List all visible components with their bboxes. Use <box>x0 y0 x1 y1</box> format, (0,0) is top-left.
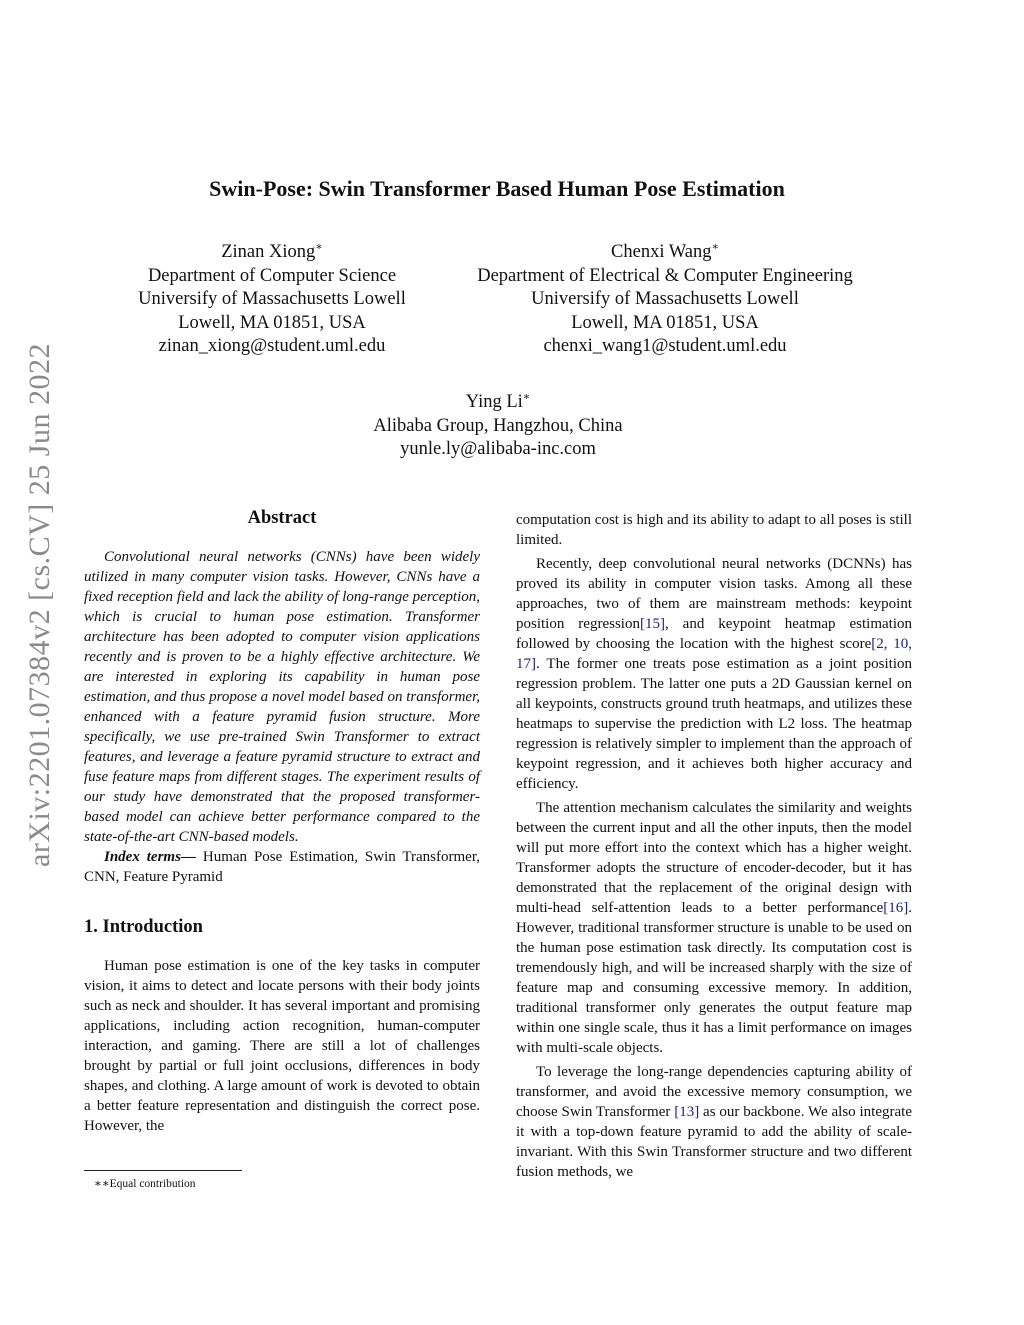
abstract-text: Convolutional neural networks (CNNs) have been widely utilized in many computer vision tasks. However, CNNs have a fixed reception field and lack the ability of long-range perception, which is crucial to human pose estimation. Transformer architecture has been adopted to computer vision applications recently and is proven to be a highly effective architecture. We are interested in exploring its capability in human pose estimation, and thus propose a novel model based on transformer, enhanced with a feature pyramid fusion structure. More specifically, we use pre-trained Swin Transformer to extract features, and leverage a feature pyramid structure to extract and fuse feature maps from different stages. The experiment results of our study have demonstrated that the proposed transformer-based model can achieve better performance compared to the state-of-the-art CNN-based models. <box>84 549 480 845</box>
author-block-1 <box>92 241 452 359</box>
abstract-heading: Abstract <box>247 508 317 528</box>
equal-contribution-mark: ∗ <box>315 240 323 253</box>
author-name: Chenxi Wang∗ <box>611 240 719 262</box>
paragraph-dcnn: Recently, deep convolutional neural networks (DCNNs) has proved its ability in computer vision tasks. Among all these approaches, two of them are mainstream methods: keypoint position regression[15], and keypoint heatmap estimation followed by choosing the location with the highest score[2, 10, 17]. The former one treats pose estimation as a joint position regression problem. The latter one puts a 2D Gaussian kernel on all keypoints, constructs ground truth heatmaps, and utilizes these heatmaps to supervise the prediction with L2 loss. The heatmap regression is relatively simpler to implement than the approach of keypoint regression, and it achieves both higher accuracy and efficiency. <box>516 556 912 792</box>
footnote-rule <box>84 1170 242 1171</box>
author-email[interactable]: zinan_xiong@student.uml.edu <box>158 336 386 356</box>
index-terms <box>84 847 480 887</box>
left-column <box>84 508 480 1136</box>
author-location: Lowell, MA 01851, USA <box>178 312 366 333</box>
author-univ: Universify of Massachusetts Lowell <box>138 289 406 309</box>
intro-heading: 1. Introduction <box>84 917 203 937</box>
author-univ: Universify of Massachusetts Lowell <box>531 289 799 309</box>
author-block-3 <box>300 391 696 462</box>
author-block-2 <box>450 241 880 359</box>
paragraph-attention: The attention mechanism calculates the similarity and weights between the current input and all the other inputs, then the model will put more effort into the context which has a higher weight. Transformer adopts the structure of encoder-decoder, but it has demonstrated that the replacement of the original design with multi-head self-attention leads to a better performance[16]. However, traditional transformer structure is unable to be used on the human pose estimation task directly. Its computation cost is tremendously high, and will be increased sharply with the size of feature map and consuming excessive memory. In addition, traditional transformer only generates the output feature map within one single scale, thus it has a limit performance on images with multi-scale objects. <box>516 800 912 1056</box>
citation-link[interactable]: [15] <box>639 616 665 632</box>
arxiv-stamp: arXiv:2201.07384v2 [cs.CV] 25 Jun 2022 <box>23 343 56 867</box>
paper-title: Swin-Pose: Swin Transformer Based Human Pose Estimation <box>209 176 785 201</box>
author-location: Lowell, MA 01851, USA <box>571 312 759 333</box>
citation-link[interactable]: [16] <box>883 900 909 916</box>
equal-contribution-mark: ∗ <box>522 390 531 403</box>
citation-link[interactable]: [13] <box>674 1104 700 1120</box>
right-column <box>516 510 912 1182</box>
index-terms-list: Human Pose Estimation, Swin Transformer, CNN, Feature Pyramid <box>84 849 480 885</box>
paragraph-swin: To leverage the long-range dependencies capturing ability of transformer, and avoid the excessive memory consumption, we choose Swin Transformer [13] as our backbone. We also integrate it with a top-down feature pyramid to add the ability of scale-invariant. With this Swin Transformer structure and two different fusion methods, we <box>516 1064 912 1180</box>
author-email[interactable]: chenxi_wang1@student.uml.edu <box>543 336 787 356</box>
index-terms-label: Index terms— <box>104 849 196 865</box>
author-dept: Alibaba Group, Hangzhou, China <box>373 415 623 436</box>
author-dept: Department of Electrical & Computer Engineering <box>477 265 853 286</box>
author-dept: Department of Computer Science <box>147 265 397 286</box>
footnote <box>84 1170 480 1191</box>
equal-contribution-mark: ∗ <box>711 240 719 253</box>
author-email[interactable]: yunle.ly@alibaba-inc.com <box>400 439 596 459</box>
intro-paragraph: Human pose estimation is one of the key tasks in computer vision, it aims to detect and locate persons with their body joints such as neck and shoulder. It has several important and promising applications, including action recognition, human-computer interaction, and gaming. There are still a lot of challenges brought by partial or full joint occlusions, differences in body shapes, and clothing. A large amount of work is devoted to obtain a better feature representation and distinguish the correct pose. However, the <box>84 958 480 1134</box>
citation-link[interactable]: [2, 10, 17] <box>516 636 912 672</box>
author-name: Ying Li∗ <box>465 390 531 412</box>
paragraph-continued: computation cost is high and its ability to adapt to all poses is still limited. <box>516 512 912 548</box>
author-name: Zinan Xiong∗ <box>221 240 323 262</box>
footnote-text: ∗∗Equal contribution <box>94 1178 196 1190</box>
